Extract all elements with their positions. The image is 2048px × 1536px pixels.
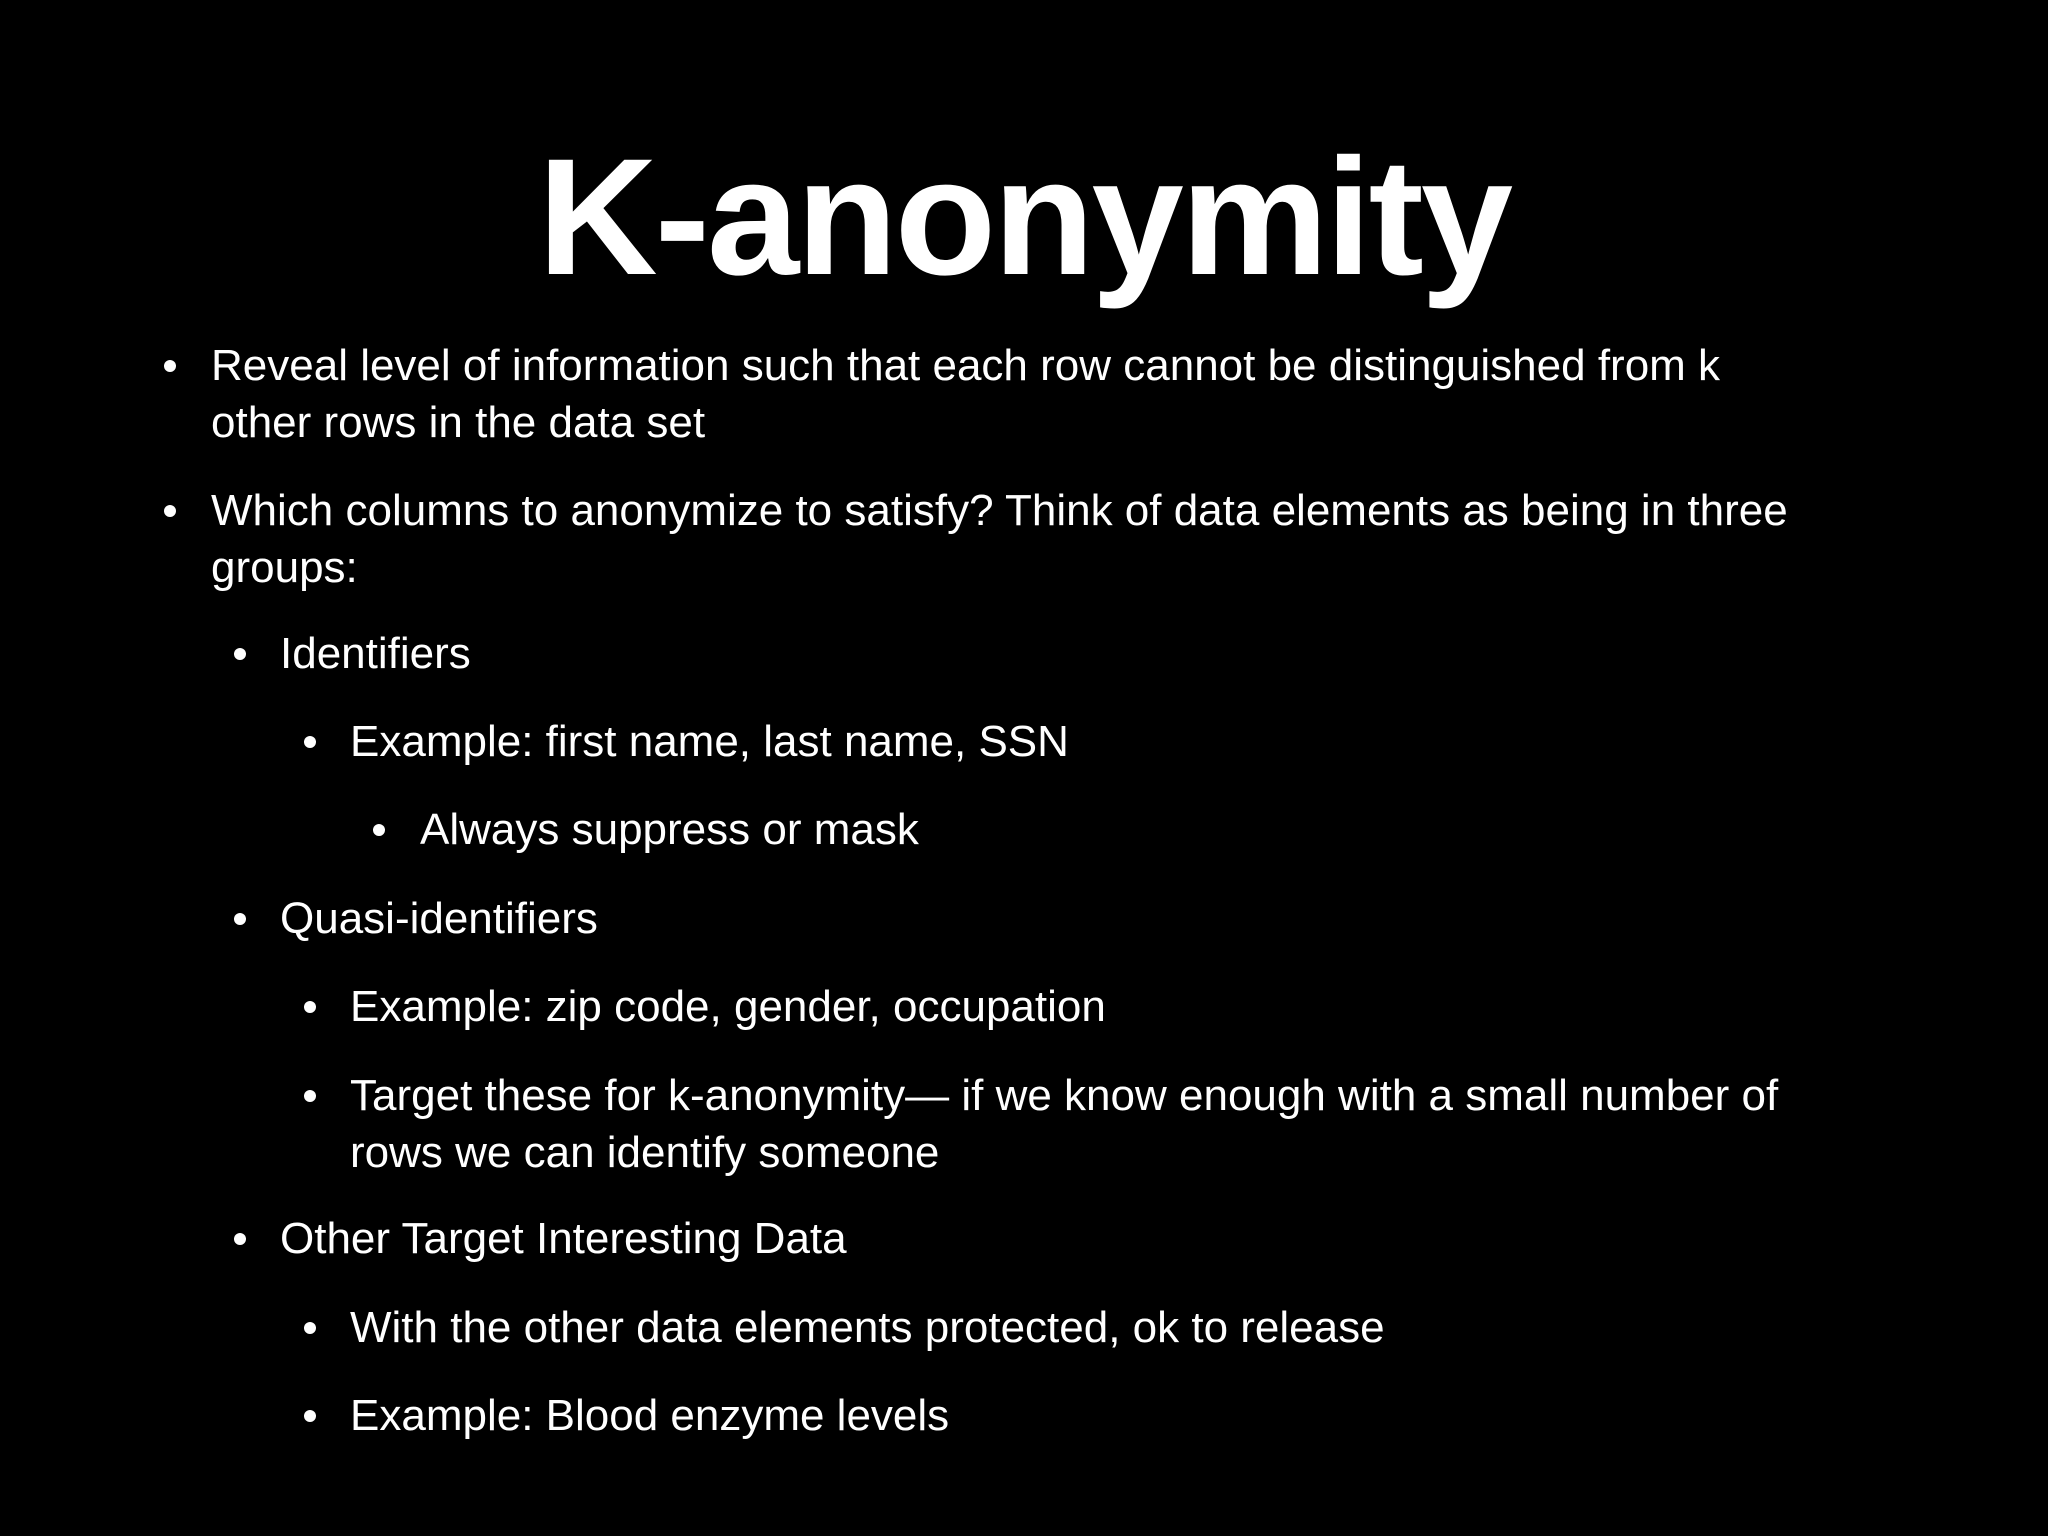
bullet-text-line: Which columns to anonymize to satisfy? Think of data elements as being in three bbox=[211, 486, 1788, 535]
bullet-text-line: Example: first name, last name, SSN bbox=[350, 717, 1069, 766]
bullet-text-line: Reveal level of information such that each row cannot be distinguished from k bbox=[211, 341, 1721, 390]
bullet-dot bbox=[304, 736, 316, 748]
bullet-dot bbox=[304, 1410, 316, 1422]
bullet-item bbox=[280, 625, 471, 682]
bullet-item bbox=[350, 1299, 1385, 1356]
bullet-text-line: rows we can identify someone bbox=[350, 1128, 940, 1177]
bullet-dot bbox=[304, 1090, 316, 1102]
bullet-dot bbox=[234, 648, 246, 660]
bullet-dot bbox=[304, 1322, 316, 1334]
bullet-item bbox=[211, 482, 1788, 596]
bullet-text-line: groups: bbox=[211, 543, 358, 592]
bullet-item bbox=[211, 337, 1720, 451]
bullet-dot bbox=[373, 824, 385, 836]
bullet-item bbox=[280, 1210, 847, 1267]
bullet-text-line: Target these for k-anonymity— if we know enough with a small number of bbox=[350, 1071, 1779, 1120]
bullet-text-line: With the other data elements protected, ok to release bbox=[350, 1303, 1385, 1352]
bullet-dot bbox=[304, 1001, 316, 1013]
slide-title: K-anonymity bbox=[537, 125, 1511, 310]
bullet-dot bbox=[234, 1233, 246, 1245]
bullet-item bbox=[350, 1067, 1778, 1181]
bullet-text-line: Example: Blood enzyme levels bbox=[350, 1391, 950, 1440]
bullet-dot bbox=[164, 360, 176, 372]
bullet-dot bbox=[234, 913, 246, 925]
bullet-text-line: Example: zip code, gender, occupation bbox=[350, 982, 1106, 1031]
bullet-text-line: Identifiers bbox=[280, 629, 471, 678]
bullet-item bbox=[420, 801, 919, 858]
bullet-item bbox=[280, 890, 598, 947]
bullet-item bbox=[350, 978, 1106, 1035]
bullet-text-line: Always suppress or mask bbox=[420, 805, 919, 854]
bullet-text-line: other rows in the data set bbox=[211, 398, 706, 447]
bullet-text-line: Other Target Interesting Data bbox=[280, 1214, 847, 1263]
bullet-item bbox=[350, 1387, 949, 1444]
bullet-item bbox=[350, 713, 1069, 770]
bullet-text-line: Quasi-identifiers bbox=[280, 894, 598, 943]
bullet-dot bbox=[164, 505, 176, 517]
